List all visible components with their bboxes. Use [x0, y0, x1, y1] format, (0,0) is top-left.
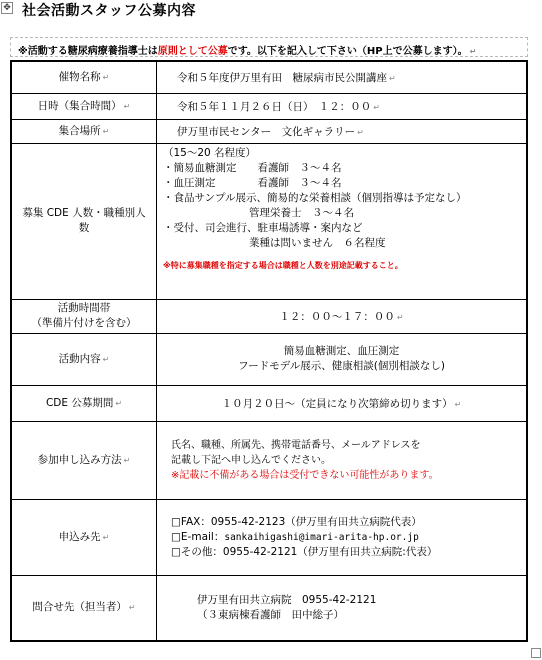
- fax-line: □FAX：0955-42-2123（伊万里有田共立病院代表）: [171, 515, 422, 528]
- recruit-line: ・受付、司会進行、駐車場誘導・案内など: [163, 221, 363, 234]
- recruitment-table: [10, 60, 528, 642]
- label-recruit: 募集 CDE 人数・職種別人 数: [11, 143, 157, 299]
- notice-emphasis: 原則として公募: [157, 46, 228, 57]
- paragraph-mark: ↵: [469, 47, 477, 56]
- recruit-line: ・血圧測定 看護師 ３～４名: [163, 176, 342, 189]
- table-row: [11, 299, 527, 333]
- label-contact: 問合せ先（担当者） ↵: [11, 575, 157, 641]
- value-contact[interactable]: 伊万里有田共立病院 0955-42-2121 （３東病棟看護師 田中総子）: [157, 575, 528, 641]
- recruit-line: 管理栄養士 ３～４名: [249, 206, 354, 219]
- label-event-name: 催物名称 ↵: [11, 61, 157, 93]
- value-event-name[interactable]: 令和５年度伊万里有田 糖尿病市民公開講座 ↵: [157, 61, 528, 93]
- recruit-line: 業種は問いません ６名程度: [249, 236, 386, 249]
- value-datetime[interactable]: 令和５年１１月２６日（日） １２：００ ↵: [157, 93, 528, 119]
- recruit-note: ※特に募集職種を指定する場合は職種と人数を別途記載すること。: [163, 260, 403, 270]
- recruit-line: （15～20 名程度）: [163, 146, 257, 159]
- table-row: [11, 499, 527, 575]
- label-apply-to: 申込み先 ↵: [11, 499, 157, 575]
- label-activity-time: 活動時間帯 （準備片付けを含む）: [11, 299, 157, 333]
- page-title: 社会活動スタッフ公募内容: [22, 3, 196, 19]
- notice-part1: ※活動する糖尿病療養指導士は: [18, 46, 158, 57]
- email-line: □E-mail：sankaihigashi@imari-arita-hp.or.jp: [171, 530, 419, 543]
- label-place: 集合場所 ↵: [11, 119, 157, 143]
- table-move-handle-icon[interactable]: ✥: [1, 2, 13, 14]
- table-row: [11, 119, 527, 143]
- label-how-to-apply: 参加申し込み方法 ↵: [11, 421, 157, 499]
- notice-part3: です。以下を記入して下さい（HP上で公募します）。: [227, 46, 468, 57]
- other-line: □その他：0955-42-2121（伊万里有田共立病院:代表）: [171, 545, 438, 558]
- value-how-to-apply[interactable]: 氏名、職種、所属先、携帯電話番号、メールアドレスを 記載し下記へ申し込んでください。 ※記載に不備がある場合は受付できない可能性があります。: [157, 421, 528, 499]
- recruit-line: ・簡易血糖測定 看護師 ３～４名: [163, 161, 342, 174]
- table-row: [11, 143, 527, 299]
- value-activity-time[interactable]: １２：００～１７：００ ↵: [157, 299, 528, 333]
- table-resize-handle-icon[interactable]: [531, 648, 541, 658]
- email-link[interactable]: sankaihigashi@imari-arita-hp.or.jp: [224, 531, 419, 543]
- value-apply-to[interactable]: [157, 499, 528, 575]
- table-row: [11, 575, 527, 641]
- notice-text: [18, 42, 476, 57]
- table-row: [11, 333, 527, 385]
- label-period: CDE 公募期間 ↵: [11, 385, 157, 421]
- label-datetime: 日時（集合時間） ↵: [11, 93, 157, 119]
- label-activity: 活動内容 ↵: [11, 333, 157, 385]
- table-row: [11, 385, 527, 421]
- value-place[interactable]: 伊万里市民センター 文化ギャラリー ↵: [157, 119, 528, 143]
- value-recruit[interactable]: [157, 143, 528, 299]
- table-row: [11, 61, 527, 93]
- value-activity[interactable]: 簡易血糖測定、血圧測定 フードモデル展示、健康相談(個別相談なし): [157, 333, 528, 385]
- recruit-line: ・食品サンプル展示、簡易的な栄養相談（個別指導は予定なし）: [163, 191, 467, 204]
- table-row: [11, 93, 527, 119]
- table-row: [11, 421, 527, 499]
- value-period[interactable]: １０月２０日～（定員になり次第締め切ります） ↵: [157, 385, 528, 421]
